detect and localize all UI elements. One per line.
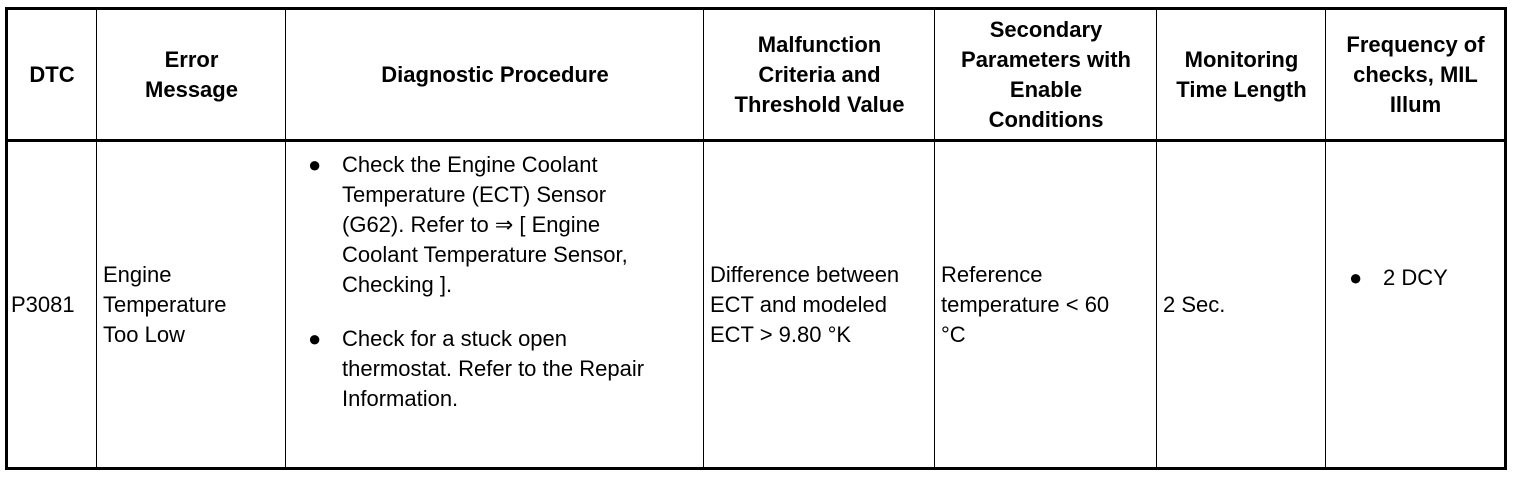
cell-dtc: P3081	[11, 291, 75, 317]
header-frequency: Frequency of checks, MIL Illum	[1346, 31, 1485, 117]
cell-frequency	[1327, 142, 1504, 467]
header-monitoring-time: Monitoring Time Length	[1176, 46, 1307, 102]
bullet-icon: ●	[308, 326, 322, 351]
diagnostic-table	[5, 7, 1507, 470]
header-secondary-parameters: Secondary Parameters with Enable Conditions	[961, 16, 1131, 132]
bullet-icon: ●	[308, 152, 322, 177]
column-divider	[1156, 10, 1157, 467]
cell-monitoring-time: 2 Sec.	[1163, 291, 1226, 317]
column-divider	[1325, 10, 1326, 467]
bullet-icon: ●	[1349, 264, 1363, 290]
header-malfunction-criteria: Malfunction Criteria and Threshold Value	[734, 31, 905, 117]
procedure-text: Check for a stuck open thermostat. Refer to the Repair Information.	[342, 326, 645, 411]
header-dtc: DTC	[29, 61, 75, 87]
column-divider	[96, 10, 97, 467]
column-divider	[934, 10, 935, 467]
cell-error-message: Engine Temperature Too Low	[103, 261, 227, 347]
procedure-item	[308, 150, 695, 300]
procedure-item	[308, 324, 695, 414]
cell-malfunction-criteria: Difference between ECT and modeled ECT > 9.80 °K	[710, 261, 900, 347]
header-error-message: Error Message	[145, 46, 238, 102]
frequency-text: 2 DCY	[1383, 264, 1448, 290]
header-diagnostic-procedure: Diagnostic Procedure	[381, 61, 609, 87]
cell-secondary-parameters: Reference temperature < 60 °C	[941, 261, 1110, 347]
cell-diagnostic-procedure	[286, 142, 703, 467]
column-divider	[703, 10, 704, 467]
procedure-text: Check the Engine Coolant Temperature (ECT) Sensor (G62). Refer to ⇒ [ Engine Coolant Temperature Sensor, Checking ].	[342, 152, 628, 297]
